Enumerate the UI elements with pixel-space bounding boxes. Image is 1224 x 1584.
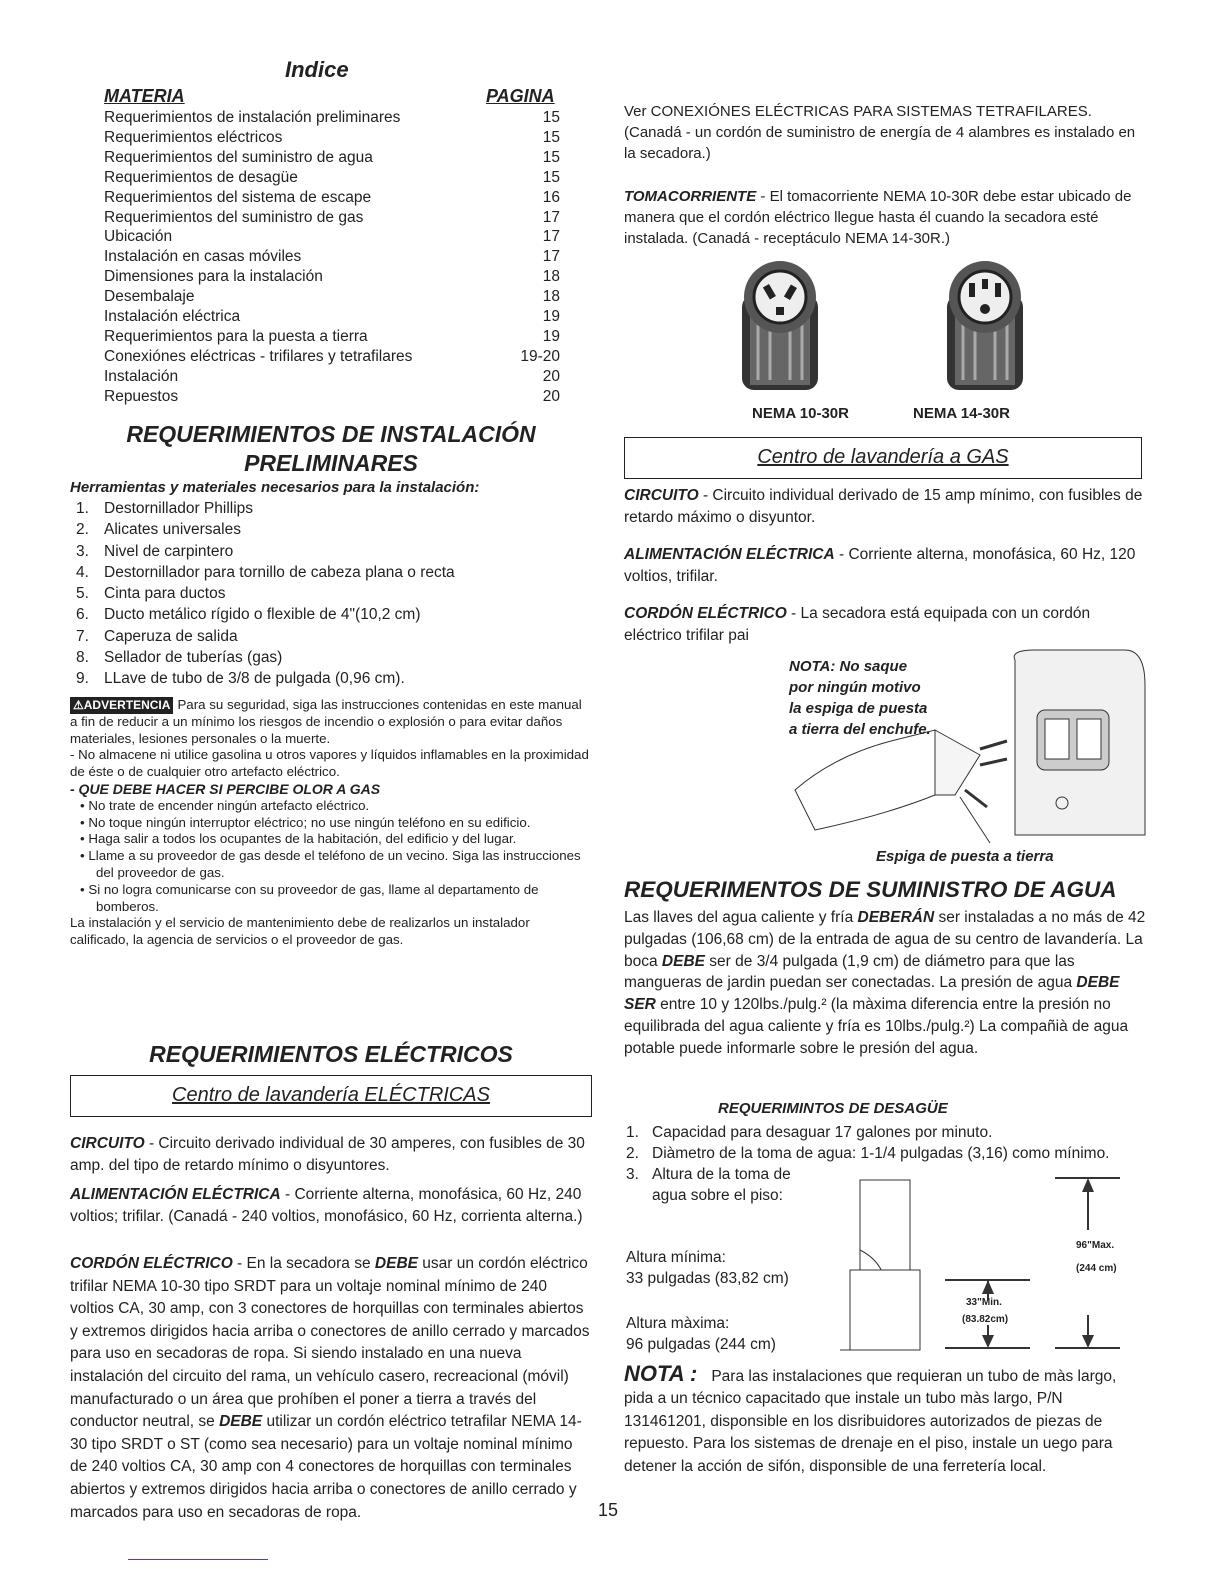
drain-title: REQUERIMINTOS DE DESAGÜE xyxy=(718,1100,948,1117)
nema-10-30r-outlet-icon xyxy=(730,255,830,395)
index-row: Instalación eléctrica 19 xyxy=(104,308,560,326)
tool-item: 2. Alicates universales xyxy=(76,521,241,539)
index-row: Requerimientos del suministro de gas 17 xyxy=(104,208,560,226)
max-height: Altura màxima: 96 pulgadas (244 cm) xyxy=(626,1315,776,1353)
drain-list: 1. Capacidad para desaguar 17 galones por minuto. 2. Diàmetro de la toma de agua: 1-1/4 pulgadas (3,16) como mínimo. 3. Altura de la toma de agua sobre el piso: xyxy=(626,1124,1110,1204)
tool-item: 6. Ducto metálico rígido o flexible de 4"(10,2 cm) xyxy=(76,606,421,624)
page-number: 15 xyxy=(598,1500,619,1520)
index-row: Requerimientos de instalación preliminares 15 xyxy=(104,109,560,126)
gas-box: Centro de lavandería a GAS xyxy=(624,437,1142,479)
index-row: Requerimientos del suministro de agua 15 xyxy=(104,148,560,166)
index-row: Conexiónes eléctricas - trifilares y tetrafilares 19-20 xyxy=(104,347,560,365)
tool-item: 4. Destornillador para tornillo de cabeza plana o recta xyxy=(76,563,455,581)
tool-item: 5. Cinta para ductos xyxy=(76,585,226,603)
water-title: REQUERIMENTOS DE SUMINISTRO DE AGUA xyxy=(624,877,1117,902)
electric-alimentacion: ALIMENTACIÓN ELÉCTRICA - Corriente alterna, monofásica, 60 Hz, 240 voltios; trifilar. (Canadá - 240 voltios, monofásico, 60 Hz, corrienta alterna.) xyxy=(70,1186,583,1225)
drain-note: NOTA : Para las instalaciones que requieran un tubo de màs largo, pida a un técnico capacitado que instale un tubo màs largo, P/N 131461201, disponsible en los disribuidores autorizados de piezas de repuesto. Para los sistemas de drenaje en el piso, instale un uego para detener la acción de sifón, disponsible de una ferretería local. xyxy=(624,1361,1117,1475)
warning-text: Para su seguridad, siga las instrucciones contenidas en este manual a fin de reducir a un mínimo los riesgos de incendio o explosión o para evitar daños materiales, lesiones personales o la muerte. xyxy=(70,697,582,746)
index-col-page: PAGINA xyxy=(486,86,555,106)
gas-circuito: CIRCUITO - Circuito individual derivado de 15 amp mínimo, con fusibles de retardo máximo o disyuntor. xyxy=(624,487,1143,526)
nema-14-30r-label: NEMA 14-30R xyxy=(913,405,1010,422)
water-text: Las llaves del agua caliente y fría DEBERÁN ser instaladas a no más de 42 pulgadas (106,68 cm) de la entrada de agua de su centro de lavandería. La boca DEBE ser de 3/4 pulgada (1,9 cm) de diámetro para que las mangueras de jardin puedan ser conectadas. La presión de agua DEBE SER entre 10 y 120lbs./pulg.² (la màxima diferencia entre la presión no equilibrada del agua caliente y fría es 10lbs./pulg.²) La compañià de agua potable puede informarle sobre le presión del agua. xyxy=(624,909,1146,1057)
gas-bullet: • Llame a su proveedor de gas desde el teléfono de un vecino. Siga las instrucciones del proveedor de gas. xyxy=(80,848,581,880)
tools-heading: Herramientas y materiales necesarios para la instalación: xyxy=(70,479,480,496)
warning-flammables: - No almacene ni utilice gasolina u otros vapores y líquidos inflamables en la proximidad de éste o de cualquier otro artefacto eléctrico. xyxy=(70,747,589,780)
ground-pin-label: Espiga de puesta a tierra xyxy=(876,848,1054,865)
gas-bullet: • No toque ningún interruptor eléctrico; no use ningún teléfono en su edificio. xyxy=(80,814,531,830)
ver-conexiones: Ver CONEXIÓNES ELÉCTRICAS PARA SISTEMAS TETRAFILARES. (Canadá - un cordón de suministro de energía de 4 alambres es instalado en la secadora.) xyxy=(624,103,1136,162)
tool-item: 7. Caperuza de salida xyxy=(76,627,238,645)
index-row: Requerimientos de desagüe 15 xyxy=(104,168,560,186)
index-title: Indice xyxy=(285,57,349,82)
gas-bullet: • Si no logra comunicarse con su proveedor de gas, llame al departamento de bomberos. xyxy=(80,881,539,914)
gas-alimentacion: ALIMENTACIÓN ELÉCTRICA - Corriente alterna, monofásica, 60 Hz, 120 voltios, trifilar. xyxy=(624,546,1136,585)
nema-10-30r-label: NEMA 10-30R xyxy=(752,405,849,422)
warning-footer: La instalación y el servicio de mantenimiento debe de realizarlos un instalador calificado, la agencia de servicios o el proveedor de gas. xyxy=(70,915,530,948)
gas-smell-heading: - QUE DEBE HACER SI PERCIBE OLOR A GAS xyxy=(70,780,381,797)
tool-item: 1. Destornillador Phillips xyxy=(76,500,254,517)
tools-list xyxy=(70,498,592,690)
electric-cordon: CORDÓN ELÉCTRICO - En la secadora se DEBE usar un cordón eléctrico trifilar NEMA 10-30 tipo SRDT para un voltaje nominal mínimo de 240 voltios CA, 30 amp, con 3 conectores de horquillas con terminales abiertos y extremos dirigidos hacia arriba o conectores de anillo cerrado y marcados para uso en secadoras de ropa. Si siendo instalado en una nueva instalación del circuito del rama, un vehículo casero, recreacional (móvil) manufacturado o un área que prohíben el poner a tierra a través del conductor neutral, se DEBE utilizar un cordón eléctrico tetrafilar NEMA 14-30 tipo SRDT o ST (como sea necesario) para un voltaje nominal mínimo de 240 voltios CA, 30 amp con 4 conectores de horquillas con terminales abiertos y extremos dirigidos hacia arriba o conectores de anillo cerrado y marcados para uso en secadoras de ropa. xyxy=(70,1255,590,1521)
index-row: Requerimientos para la puesta a tierra 19 xyxy=(104,327,560,345)
fig-max-cm: (244 cm) xyxy=(1076,1263,1117,1274)
index-row: Requerimientos eléctricos 15 xyxy=(104,128,560,146)
index-col-subject: MATERIA xyxy=(104,86,185,106)
gas-bullet: • Haga salir a todos los ocupantes de la habitación, del edificio y del lugar. xyxy=(80,831,517,847)
gas-cordon: CORDÓN ELÉCTRICO - La secadora está equipada con un cordón eléctrico trifilar pai xyxy=(624,605,1091,644)
electric-box: Centro de lavandería ELÉCTRICAS xyxy=(70,1075,592,1117)
tool-item: 9. LLave de tubo de 3/8 de pulgada (0,96 cm). xyxy=(76,670,405,688)
prelim-title: REQUERIMIENTOS DE INSTALACIÓN PRELIMINARES xyxy=(126,421,536,476)
index-row: Desembalaje 18 xyxy=(104,288,560,306)
index-row: Requerimientos del sistema de escape 16 xyxy=(104,188,560,206)
electric-title: REQUERIMIENTOS ELÉCTRICOS xyxy=(149,1041,513,1067)
index-row: Ubicación 17 xyxy=(104,228,560,246)
gas-bullet: • No trate de encender ningún artefacto eléctrico. xyxy=(80,797,370,813)
index-table xyxy=(104,108,560,407)
index-row: Instalación 20 xyxy=(104,367,560,385)
plug-note: NOTA: No saque por ningún motivo la espiga de puesta a tierra del enchufe. xyxy=(789,658,931,738)
tool-item: 8. Sellador de tuberías (gas) xyxy=(76,649,283,667)
warning-badge: ⚠ADVERTENCIA xyxy=(70,697,173,714)
tomacorriente: TOMACORRIENTE - El tomacorriente NEMA 10-30R debe estar ubicado de manera que el cordón eléctrico llegue hasta él cuando la secadora esté instalada. (Canadá - receptáculo NEMA 14-30R.) xyxy=(624,188,1132,247)
index-row: Instalación en casas móviles 17 xyxy=(104,248,560,266)
tool-item: 3. Nivel de carpintero xyxy=(76,542,234,560)
index-row: Repuestos 20 xyxy=(104,387,560,405)
warning-block xyxy=(70,697,592,949)
fig-min-label: 33"Min. xyxy=(966,1297,1002,1308)
footer-line xyxy=(128,1559,268,1560)
electric-circuito: CIRCUITO - Circuito derivado individual de 30 amperes, con fusibles de 30 amp. del tipo de retardo mínimo o disyuntores. xyxy=(70,1135,585,1174)
min-height: Altura mínima: 33 pulgadas (83,82 cm) xyxy=(626,1249,789,1287)
fig-min-cm: (83.82cm) xyxy=(962,1314,1009,1325)
nema-14-30r-outlet-icon xyxy=(935,255,1035,395)
fig-max-label: 96"Max. xyxy=(1076,1240,1115,1251)
index-row: Dimensiones para la instalación 18 xyxy=(104,268,560,286)
